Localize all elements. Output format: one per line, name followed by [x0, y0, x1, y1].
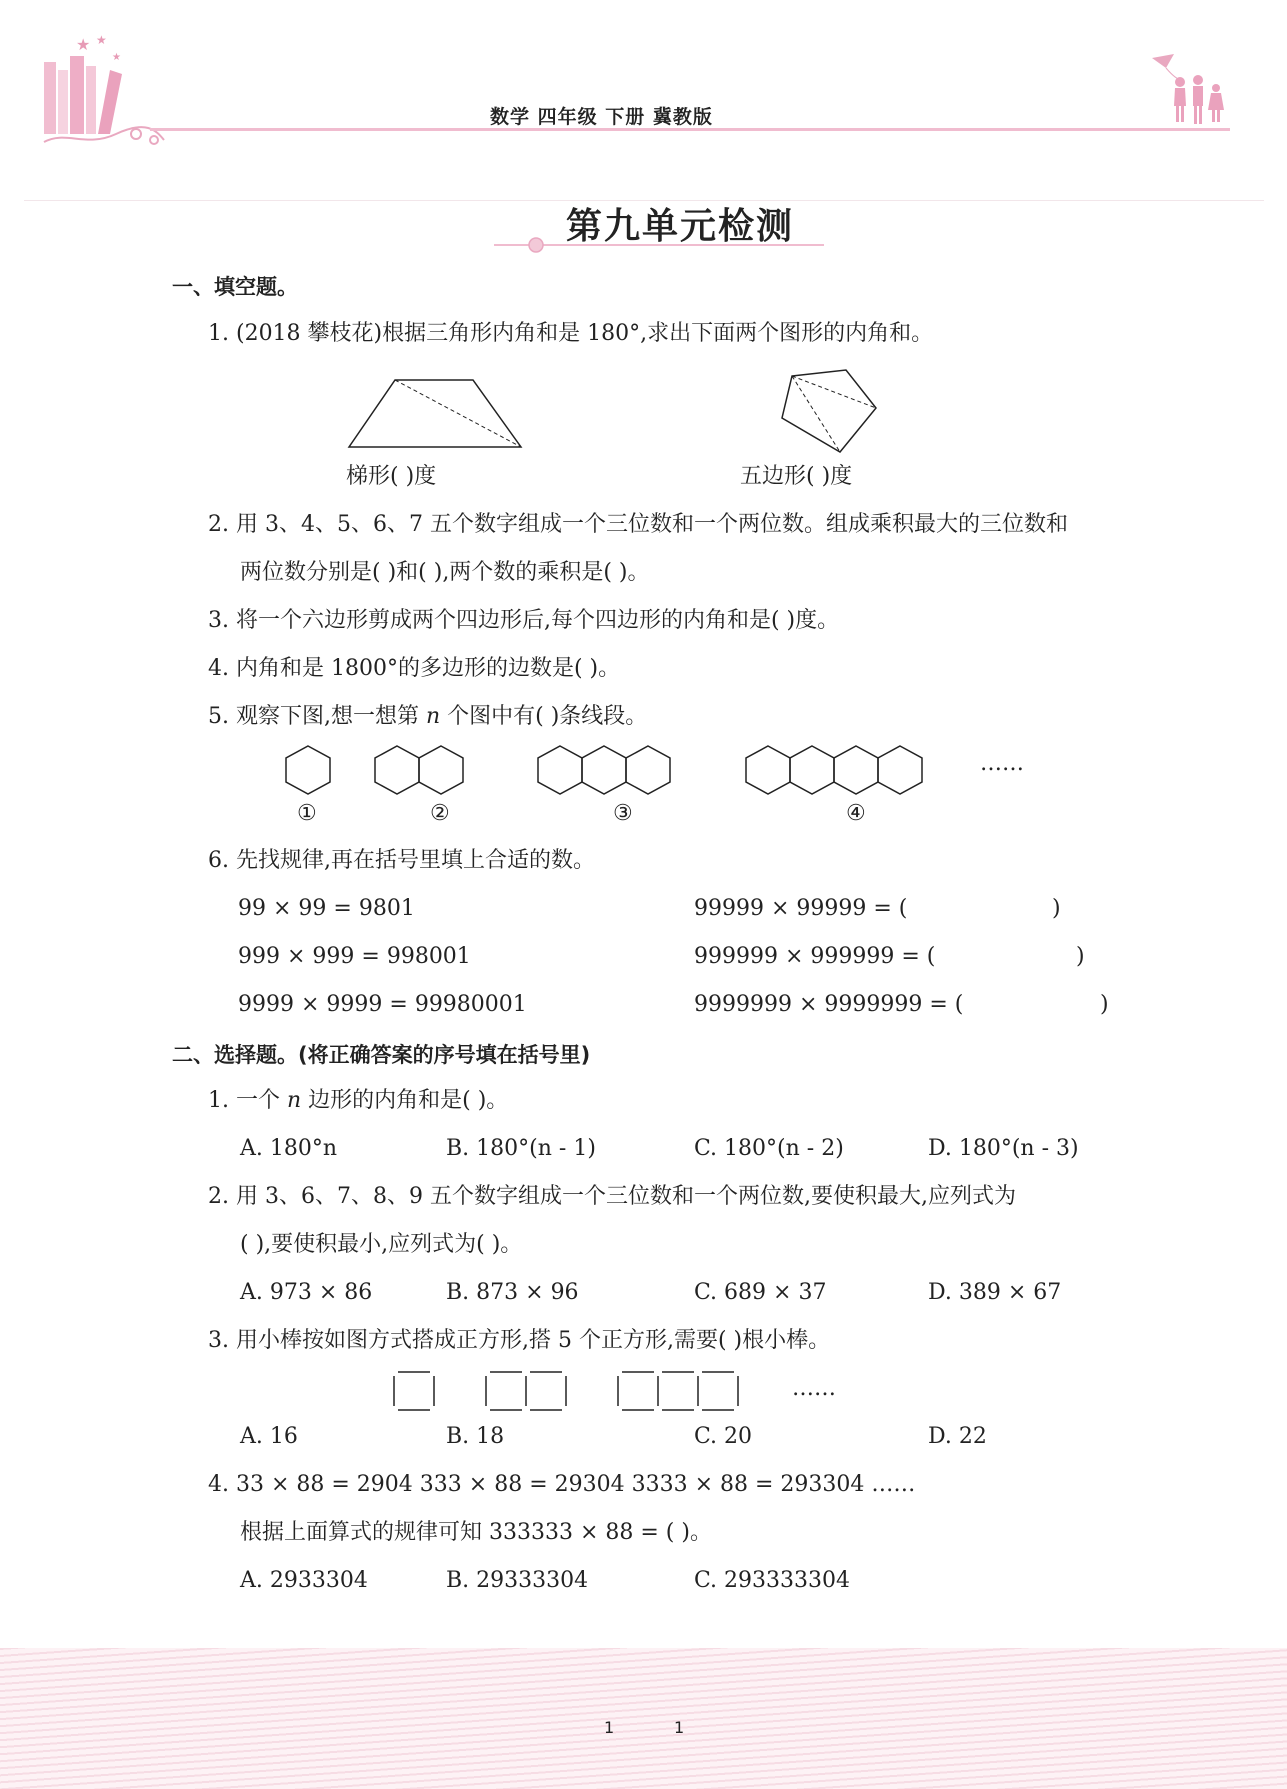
q5-pre: 5. 观察下图,想一想第: [208, 704, 426, 729]
q6-left-3: 9999 × 9999 = 99980001: [238, 992, 527, 1017]
s2-q1-option-b: B. 180°(n - 1): [446, 1136, 596, 1161]
q6-right-2-close: ): [1076, 944, 1085, 969]
q5-var: n: [425, 704, 441, 729]
title-underline: [494, 236, 824, 256]
page-number-right: 1: [674, 1718, 685, 1737]
s2-q1-post: 边形的内角和是( )。: [301, 1088, 509, 1113]
hex-fig2: [375, 746, 463, 794]
s2-q2-option-c: C. 689 × 37: [694, 1280, 827, 1305]
s2-q1-option-a: A. 180°n: [240, 1136, 338, 1161]
q5-post: 个图中有( )条线段。: [440, 704, 648, 729]
svg-text:★: ★: [76, 35, 91, 54]
q3-text: 3. 将一个六边形剪成两个四边形后,每个四边形的内角和是( )度。: [208, 608, 840, 633]
s2-q4-option-b: B. 29333304: [446, 1568, 589, 1593]
section2-heading: 二、选择题。(将正确答案的序号填在括号里): [172, 1043, 591, 1067]
svg-text:★: ★: [96, 33, 107, 47]
s2-q1-pre: 1. 一个: [208, 1088, 287, 1113]
hex-label-2: ②: [430, 801, 450, 826]
header-title: 数学 四年级 下册 冀教版: [490, 106, 713, 128]
s2-q2-option-b: B. 873 × 96: [446, 1280, 579, 1305]
unit-title: 第九单元检测: [566, 205, 795, 247]
s2-q2-line1: 2. 用 3、6、7、8、9 五个数字组成一个三位数和一个两位数,要使积最大,应列式为: [208, 1184, 1016, 1209]
s2-q3-option-b: B. 18: [446, 1424, 505, 1449]
hexagon-figures: [270, 742, 990, 800]
q6-right-1-close: ): [1052, 896, 1061, 921]
sticks-fig3: [618, 1372, 738, 1410]
trapezoid-label: 梯形( )度: [346, 464, 437, 489]
q6-right-3-close: ): [1100, 992, 1109, 1017]
hex-fig4: [746, 746, 922, 794]
s2-q4-option-c: C. 293333304: [694, 1568, 851, 1593]
hex-fig3: [538, 746, 670, 794]
footer-wave-band: [0, 1648, 1287, 1789]
q2-line2: 两位数分别是( )和( ),两个数的乘积是( )。: [240, 560, 650, 585]
s2-q2-option-a: A. 973 × 86: [240, 1280, 373, 1305]
sticks-dots: ……: [792, 1376, 836, 1401]
pentagon-figure: [778, 362, 888, 458]
trapezoid-figure: [345, 372, 525, 452]
pentagon-label: 五边形( )度: [740, 464, 853, 489]
hex-label-3: ③: [613, 801, 633, 826]
q6-left-2: 999 × 999 = 998001: [238, 944, 471, 969]
section1-heading: 一、填空题。: [172, 275, 298, 299]
s2-q4-option-a: A. 2933304: [240, 1568, 368, 1593]
hex-fig1: [286, 746, 330, 794]
q6-right-1: 99999 × 99999 = (: [694, 896, 908, 921]
hex-label-4: ④: [846, 801, 866, 826]
s2-q3-option-d: D. 22: [928, 1424, 987, 1449]
q6-text: 6. 先找规律,再在括号里填上合适的数。: [208, 848, 595, 873]
q1-text: 1. (2018 攀枝花)根据三角形内角和是 180°,求出下面两个图形的内角和。: [208, 321, 934, 346]
q2-line1: 2. 用 3、4、5、6、7 五个数字组成一个三位数和一个两位数。组成乘积最大的三位数和: [208, 512, 1068, 537]
s2-q3-option-c: C. 20: [694, 1424, 753, 1449]
sticks-fig1: [394, 1372, 434, 1410]
s2-q2-option-d: D. 389 × 67: [928, 1280, 1062, 1305]
header-books-decoration: [36, 30, 166, 150]
header-children-decoration: [1148, 52, 1228, 132]
s2-q2-line2: ( ),要使积最小,应列式为( )。: [240, 1232, 523, 1257]
q5-text: [208, 703, 647, 731]
s2-q1-var: n: [286, 1088, 302, 1113]
s2-q3-option-a: A. 16: [240, 1424, 298, 1449]
q6-right-3: 9999999 × 9999999 = (: [694, 992, 964, 1017]
page-number-left: 1: [604, 1718, 615, 1737]
s2-q1-text: [208, 1087, 508, 1115]
s2-q4-line2: 根据上面算式的规律可知 333333 × 88 = ( )。: [240, 1520, 712, 1545]
hex-dots: ……: [980, 751, 1024, 776]
s2-q3-text: 3. 用小棒按如图方式搭成正方形,搭 5 个正方形,需要( )根小棒。: [208, 1328, 831, 1353]
q6-left-1: 99 × 99 = 9801: [238, 896, 415, 921]
s2-q1-option-d: D. 180°(n - 3): [928, 1136, 1079, 1161]
hex-label-1: ①: [297, 801, 317, 826]
svg-text:★: ★: [112, 52, 121, 63]
s2-q4-line1: 4. 33 × 88 = 2904 333 × 88 = 29304 3333 × 88 = 293304 ……: [208, 1472, 916, 1497]
sticks-figures: [386, 1366, 756, 1416]
s2-q1-option-c: C. 180°(n - 2): [694, 1136, 844, 1161]
q4-text: 4. 内角和是 1800°的多边形的边数是( )。: [208, 656, 621, 681]
q6-right-2: 999999 × 999999 = (: [694, 944, 936, 969]
sticks-fig2: [486, 1372, 566, 1410]
